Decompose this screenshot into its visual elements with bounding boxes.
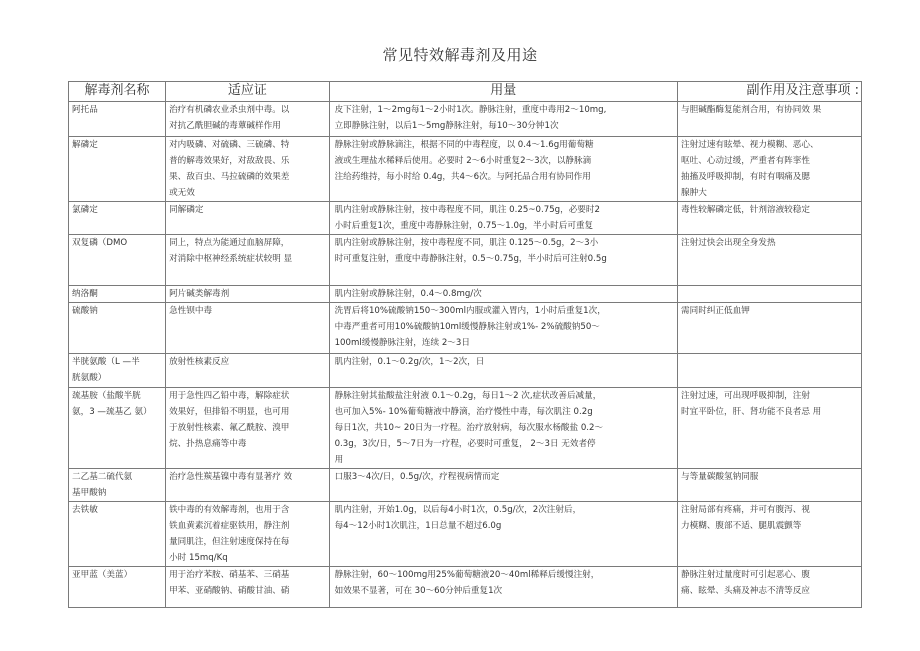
- cell-text-line: 纳洛酮: [72, 289, 98, 299]
- cell-text-line: 中毒严重者可用10%硫酸钠10ml缓慢静脉注射或1%- 2%硫酸钠50～: [334, 322, 600, 332]
- cell-text-line: 注给药维持，每小时给 0.4g，共4～6次。与阿托品合用有协同作用: [334, 172, 591, 182]
- indication-cell: [166, 388, 330, 469]
- cell-text-line: 每日1次，共10~ 20日为一疗程。治疗放射病，每次服水杨酸盐 0.2～: [334, 423, 604, 433]
- antidote-name-cell: [69, 354, 166, 388]
- cell-text-line: 巯基胺（盐酸半胱: [72, 391, 141, 401]
- header-side-effects: 副作用及注意事项 :: [678, 82, 862, 102]
- cell-text-line: 与等量碳酸氢钠同服: [681, 472, 759, 482]
- cell-text-line: 时宜平卧位，肝、肾功能不良者忌 用: [681, 407, 822, 417]
- side-effects-cell: [678, 137, 862, 202]
- cell-text-line: 液或生理盐水稀释后使用。必要时 2～6小时重复2～3次，以静脉滴: [334, 156, 592, 166]
- cell-text-line: 阿片碱类解毒剂: [169, 289, 230, 299]
- cell-text-line: 对抗乙酰胆碱的毒蕈碱样作用: [169, 121, 281, 131]
- dosage-cell: [329, 102, 677, 137]
- cell-text-line: 静脉注射过量度时可引起恶心、腹: [681, 570, 810, 580]
- cell-text-line: 亚甲蓝（美蓝）: [72, 570, 133, 580]
- cell-text-line: 小时后重复1次，重度中毒静脉注射，0.75～1.0g，半小时后可重复: [334, 221, 594, 231]
- cell-text-line: 解磷定: [72, 140, 98, 150]
- table-row: [69, 286, 862, 303]
- dosage-cell: [329, 567, 677, 608]
- dosage-cell: [329, 502, 677, 567]
- dosage-cell: [329, 286, 677, 303]
- cell-text-line: 阿托品: [72, 105, 98, 115]
- cell-text-line: 胱氨酸）: [72, 373, 107, 383]
- cell-text-line: 口服3～4次/日，0.5g/次，疗程视病情而定: [334, 472, 500, 482]
- cell-text-line: 痛、眩晕、头痛及神志不清等反应: [681, 586, 810, 596]
- antidote-name-cell: [69, 235, 166, 286]
- antidote-name-cell: [69, 502, 166, 567]
- cell-text-line: 放射性核素反应: [169, 357, 230, 367]
- table-row: [69, 235, 862, 286]
- table-row: [69, 502, 862, 567]
- cell-text-line: 效果好，但排铅不明显，也可用: [169, 407, 290, 417]
- dosage-cell: [329, 303, 677, 354]
- cell-text-line: 急性钡中毒: [169, 306, 213, 316]
- cell-text-line: 静脉注射或静脉滴注，根据不同的中毒程度，以 0.4～1.6g用葡萄糖: [334, 140, 594, 150]
- cell-text-line: 双复磷（DMO: [72, 238, 128, 248]
- cell-text-line: 静脉注射，60～100mg用25%葡萄糖液20～40ml稀释后缓慢注射，: [334, 570, 600, 580]
- dosage-cell: [329, 137, 677, 202]
- cell-text-line: 同解磷定: [169, 205, 204, 215]
- indication-cell: [166, 102, 330, 137]
- antidote-name-cell: [69, 137, 166, 202]
- cell-text-line: 对消除中枢神经系统症状较明 显: [169, 254, 293, 264]
- cell-text-line: 小时 15mq/Kq: [169, 553, 228, 563]
- table-row: [69, 354, 862, 388]
- cell-text-line: 肌内注射或静脉注射，0.4～0.8mg/次: [334, 289, 482, 299]
- dosage-cell: [329, 202, 677, 235]
- cell-text-line: 静脉注射其盐酸盐注射液 0.1～0.2g，每日1～2 次,症状改善后减量，: [334, 391, 602, 401]
- antidote-name-cell: [69, 388, 166, 469]
- indication-cell: [166, 137, 330, 202]
- cell-text-line: 量同肌注，但注射速度保持在每: [169, 537, 290, 547]
- table-row: [69, 102, 862, 137]
- cell-text-line: 注射过速，可出现呼吸抑制，注射: [681, 391, 810, 401]
- antidote-name-cell: [69, 102, 166, 137]
- antidote-name-cell: [69, 286, 166, 303]
- indication-cell: [166, 235, 330, 286]
- cell-text-line: 呕吐、心动过缓，严重者有阵挛性: [681, 156, 810, 166]
- cell-text-line: 时可重复注射，重度中毒静脉注射，0.5～0.75g，半小时后可注射0.5g: [334, 254, 607, 264]
- side-effects-cell: [678, 469, 862, 502]
- dosage-cell: [329, 235, 677, 286]
- cell-text-line: 铁中毒的有效解毒剂，也用于含: [169, 505, 290, 515]
- cell-text-line: 于放射性核素、氟乙酰胺、溴甲: [169, 423, 290, 433]
- side-effects-cell: [678, 235, 862, 286]
- cell-text-line: 普的解毒效果好，对敌敌畏、乐: [169, 156, 290, 166]
- cell-text-line: 氯磷定: [72, 205, 98, 215]
- side-effects-cell: [678, 502, 862, 567]
- cell-text-line: 腺肿大: [681, 188, 707, 198]
- side-effects-cell: [678, 202, 862, 235]
- header-antidote-name: 解毒剂名称: [69, 82, 166, 102]
- antidote-name-cell: [69, 303, 166, 354]
- table-row: [69, 469, 862, 502]
- dosage-cell: [329, 469, 677, 502]
- indication-cell: [166, 567, 330, 608]
- indication-cell: [166, 202, 330, 235]
- cell-text-line: 二乙基二硫代氨: [72, 472, 133, 482]
- table-row: [69, 303, 862, 354]
- cell-text-line: 治疗急性羰基镍中毒有显著疗 效: [169, 472, 293, 482]
- cell-text-line: 抽搐及呼吸抑制，有时有咽痛及腮: [681, 172, 810, 182]
- cell-text-line: 肌内注射或静脉注射，按中毒程度不同，肌注 0.25~0.75g，必要时2: [334, 205, 600, 215]
- cell-text-line: 如效果不显著，可在 30～60分钟后重复1次: [334, 586, 503, 596]
- antidote-name-cell: [69, 202, 166, 235]
- side-effects-cell: [678, 388, 862, 469]
- cell-text-line: 力模糊、腹部不适、腿肌震颤等: [681, 521, 802, 531]
- cell-text-line: 肌内注射，开始1.0g，以后每4小时1次，0.5g/次，2次注射后，: [334, 505, 582, 515]
- table-row: [69, 202, 862, 235]
- side-effects-cell: [678, 567, 862, 608]
- document-title: 常见特效解毒剂及用途: [382, 46, 538, 64]
- cell-text-line: 烷、扑热息痛等中毒: [169, 439, 247, 449]
- side-effects-cell: [678, 102, 862, 137]
- cell-text-line: 肌内注射，0.1～0.2g/次，1～2次，日: [334, 357, 485, 367]
- cell-text-line: 氨，3 —巯基乙 氨）: [72, 407, 152, 417]
- table-row: [69, 388, 862, 469]
- indication-cell: [166, 286, 330, 303]
- cell-text-line: 毒性较解磷定低，针剂溶液较稳定: [681, 205, 810, 215]
- cell-text-line: 硫酸钠: [72, 306, 98, 316]
- table-header-row: [69, 82, 862, 102]
- indication-cell: [166, 354, 330, 388]
- cell-text-line: 半胱氨酸（L —半: [72, 357, 140, 367]
- cell-text-line: 立即静脉注射，以后1～5mg静脉注射，每10～30分钟1次: [334, 121, 559, 131]
- antidote-name-cell: [69, 567, 166, 608]
- indication-cell: [166, 469, 330, 502]
- cell-text-line: 肌内注射或静脉注射，按中毒程度不同，肌注 0.125～0.5g，2～3小: [334, 238, 599, 248]
- cell-text-line: 注射过速有眩晕、视力模糊、恶心、: [681, 140, 819, 150]
- header-dosage: 用量: [329, 82, 677, 102]
- cell-text-line: 治疗有机磷农业杀虫剂中毒。以: [169, 105, 290, 115]
- antidote-name-cell: [69, 469, 166, 502]
- cell-text-line: 需同时纠正低血钾: [681, 306, 750, 316]
- cell-text-line: 也可加入5%- 10%葡萄糖液中静滴，治疗慢性中毒，每次肌注 0.2g: [334, 407, 593, 417]
- cell-text-line: 100ml缓慢静脉注射，连续 2～3日: [334, 338, 470, 348]
- cell-text-line: 铁血黄素沉着症驱铁用，静注剂: [169, 521, 290, 531]
- cell-text-line: 甲苯、亚硝酸钠、硝酸甘油、硝: [169, 586, 290, 596]
- header-indication: 适应证: [166, 82, 330, 102]
- cell-text-line: 每4～12小时1次肌注，1日总量不超过6.0g: [334, 521, 502, 531]
- cell-text-line: 皮下注射，1～2mg每1～2小时1次。静脉注射，重度中毒用2～10mg,: [334, 105, 607, 115]
- table-row: [69, 567, 862, 608]
- cell-text-line: 果、敌百虫、马拉硫磷的效果差: [169, 172, 290, 182]
- cell-text-line: 对内吸磷、对硫磷、三硫磷、特: [169, 140, 290, 150]
- cell-text-line: 注射局部有疼痛，并可有腹泻、视: [681, 505, 810, 515]
- cell-text-line: 洗胃后将10%硫酸钠150～300ml内服或灌入胃内，1小时后重复1次，: [334, 306, 606, 316]
- indication-cell: [166, 303, 330, 354]
- cell-text-line: 基甲酸钠: [72, 488, 107, 498]
- cell-text-line: 0.3g，3次/日，5～7日为一疗程，必要时可重复， 2～3日 无效者停: [334, 439, 596, 449]
- side-effects-cell: [678, 303, 862, 354]
- indication-cell: [166, 502, 330, 567]
- dosage-cell: [329, 388, 677, 469]
- side-effects-cell: [678, 354, 862, 388]
- cell-text-line: 或无效: [169, 188, 195, 198]
- cell-text-line: 用于急性四乙铅中毒，解除症状: [169, 391, 290, 401]
- cell-text-line: 与胆碱酯酶复能剂合用，有协同效 果: [681, 105, 822, 115]
- cell-text-line: 用于治疗苯胺、硝基苯、三硝基: [169, 570, 290, 580]
- table-row: [69, 137, 862, 202]
- cell-text-line: 同上，特点为能通过血脑屏障，: [169, 238, 290, 248]
- side-effects-cell: [678, 286, 862, 303]
- cell-text-line: 用: [334, 455, 344, 465]
- cell-text-line: 去铁敏: [72, 505, 98, 515]
- antidote-table: [68, 81, 862, 608]
- cell-text-line: 注射过快会出现全身发热: [681, 238, 776, 248]
- dosage-cell: [329, 354, 677, 388]
